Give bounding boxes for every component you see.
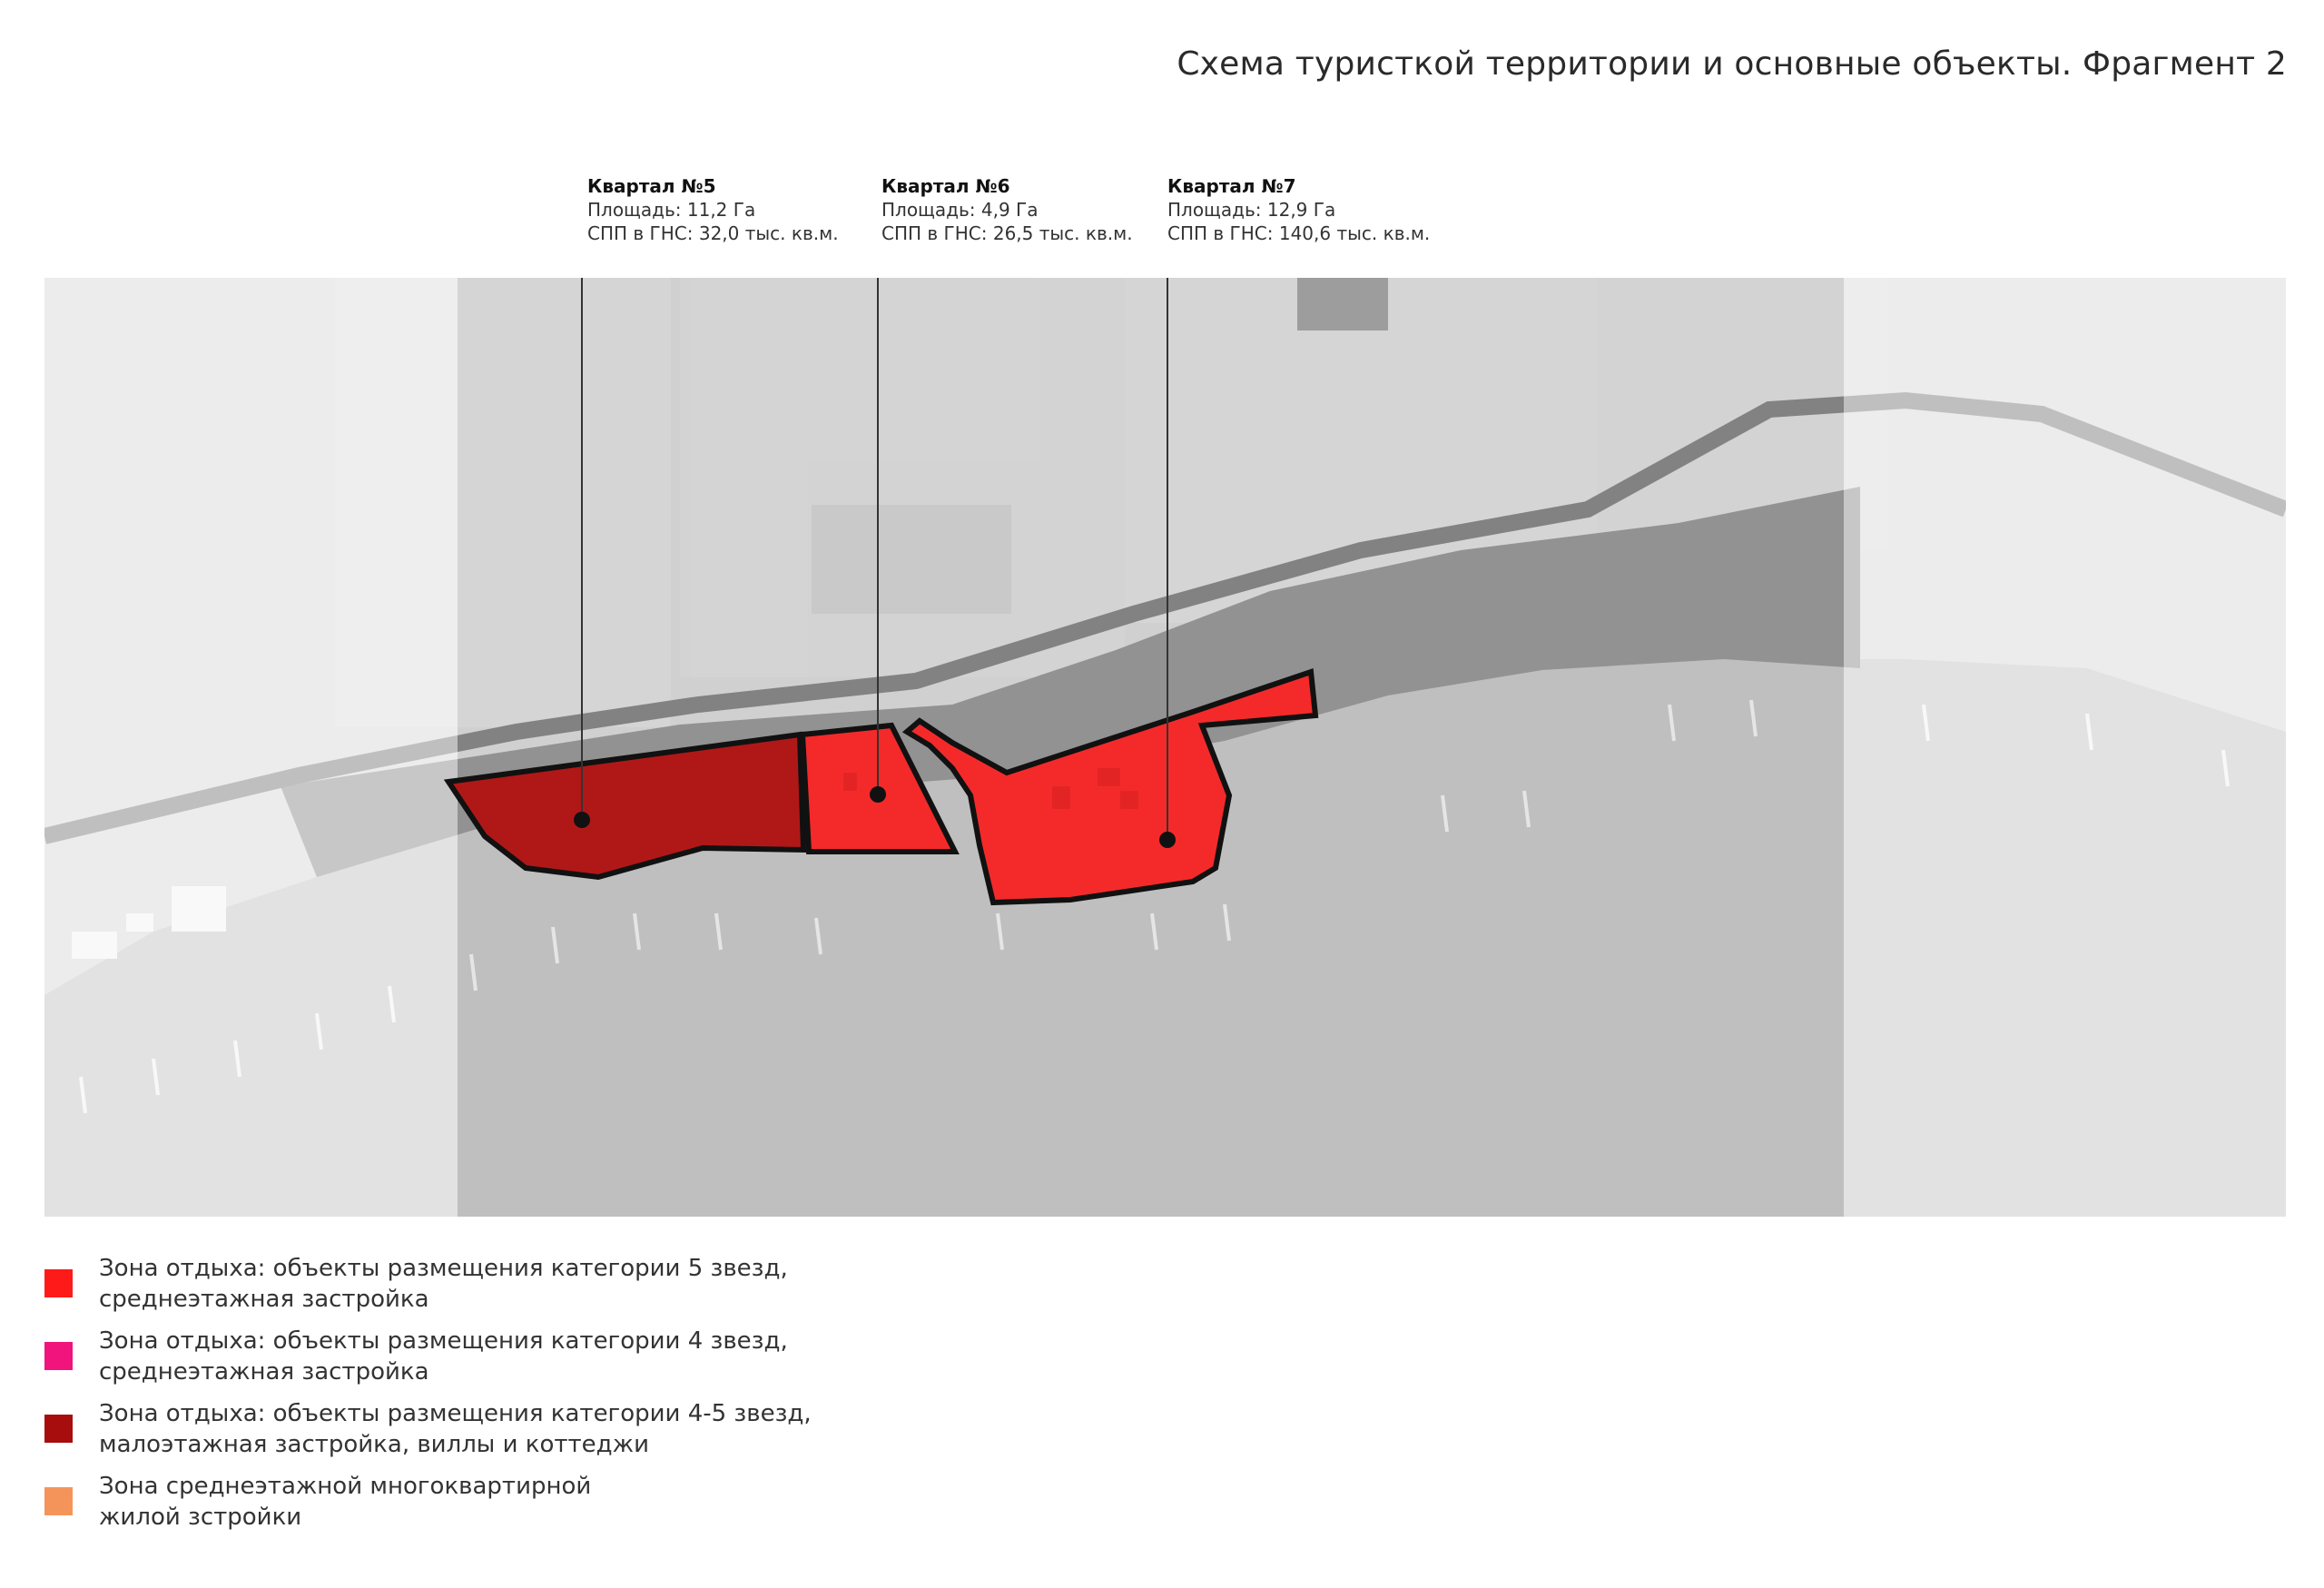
legend-swatch	[44, 1269, 73, 1297]
block-name: Квартал №7	[1167, 175, 1296, 197]
callout-block-7	[1167, 174, 1430, 245]
block-name: Квартал №5	[587, 175, 716, 197]
block-name: Квартал №6	[881, 175, 1010, 197]
legend-swatch	[44, 1342, 73, 1370]
east-overlay	[1844, 278, 2286, 1217]
block-area: Площадь: 12,9 Га	[1167, 199, 1336, 221]
legend-text	[99, 1253, 898, 1315]
legend-line: среднеэтажная застройка	[99, 1286, 429, 1313]
legend-text	[99, 1398, 898, 1460]
west-overlay	[44, 278, 458, 1217]
legend-line: среднеэтажная застройка	[99, 1358, 429, 1386]
legend-line: малоэтажная застройка, виллы и коттеджи	[99, 1431, 649, 1458]
legend-line: жилой зстройки	[99, 1504, 302, 1531]
legend-text	[99, 1471, 898, 1533]
legend-swatch	[44, 1415, 73, 1443]
page-title: Схема туристкой территории и основные объекты. Фрагмент 2	[1177, 45, 2287, 83]
block-area: Площадь: 4,9 Га	[881, 199, 1039, 221]
legend-swatch	[44, 1487, 73, 1515]
aerial-map[interactable]	[44, 278, 2286, 1217]
legend-text	[99, 1326, 898, 1387]
block-area: Площадь: 11,2 Га	[587, 199, 756, 221]
block-spp: СПП в ГНС: 32,0 тыс. кв.м.	[587, 222, 839, 244]
callout-block-6	[881, 174, 1133, 245]
block-spp: СПП в ГНС: 140,6 тыс. кв.м.	[1167, 222, 1431, 244]
legend-line: Зона отдыха: объекты размещения категории 4 звезд,	[99, 1327, 788, 1355]
callout-block-5	[587, 174, 839, 245]
block-spp: СПП в ГНС: 26,5 тыс. кв.м.	[881, 222, 1133, 244]
legend-line: Зона отдыха: объекты размещения категории 5 звезд,	[99, 1255, 788, 1282]
legend-line: Зона среднеэтажной многоквартирной	[99, 1473, 592, 1500]
legend-line: Зона отдыха: объекты размещения категории 4-5 звезд,	[99, 1400, 812, 1427]
